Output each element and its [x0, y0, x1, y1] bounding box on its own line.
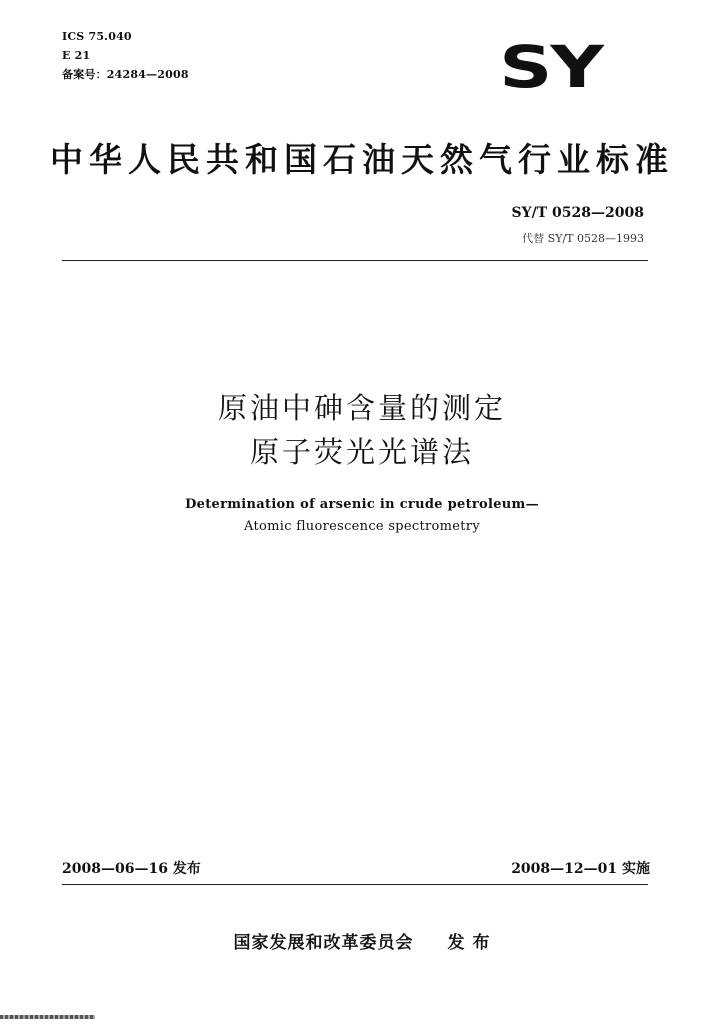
effective-date: 2008—12—01 实施	[511, 861, 650, 877]
scan-artifact	[0, 1015, 95, 1019]
classification-code: E 21	[62, 49, 91, 62]
issuer-name: 国家发展和改革委员会	[233, 933, 414, 953]
replaces-standard: 代替 SY/T 0528—1993	[522, 232, 644, 245]
english-title-line-1: Determination of arsenic in crude petroleum—	[185, 497, 539, 512]
english-title-line-2: Atomic fluorescence spectrometry	[244, 519, 480, 534]
chinese-title-line-2: 原子荧光光谱法	[249, 435, 474, 469]
industry-standard-title: 中华人民共和国石油天然气行业标准	[50, 140, 674, 179]
chinese-title-line-1: 原油中砷含量的测定	[217, 391, 506, 425]
footer-divider	[62, 884, 648, 885]
header-divider	[62, 260, 648, 261]
standard-number: SY/T 0528—2008	[511, 205, 644, 221]
issue-date: 2008—06—16 发布	[62, 861, 201, 877]
issuer-action: 发 布	[447, 933, 491, 953]
sy-logo: SY	[499, 33, 602, 101]
issuing-authority	[0, 928, 724, 953]
record-number: 备案号：24284—2008	[62, 68, 189, 81]
ics-code: ICS 75.040	[62, 30, 132, 43]
